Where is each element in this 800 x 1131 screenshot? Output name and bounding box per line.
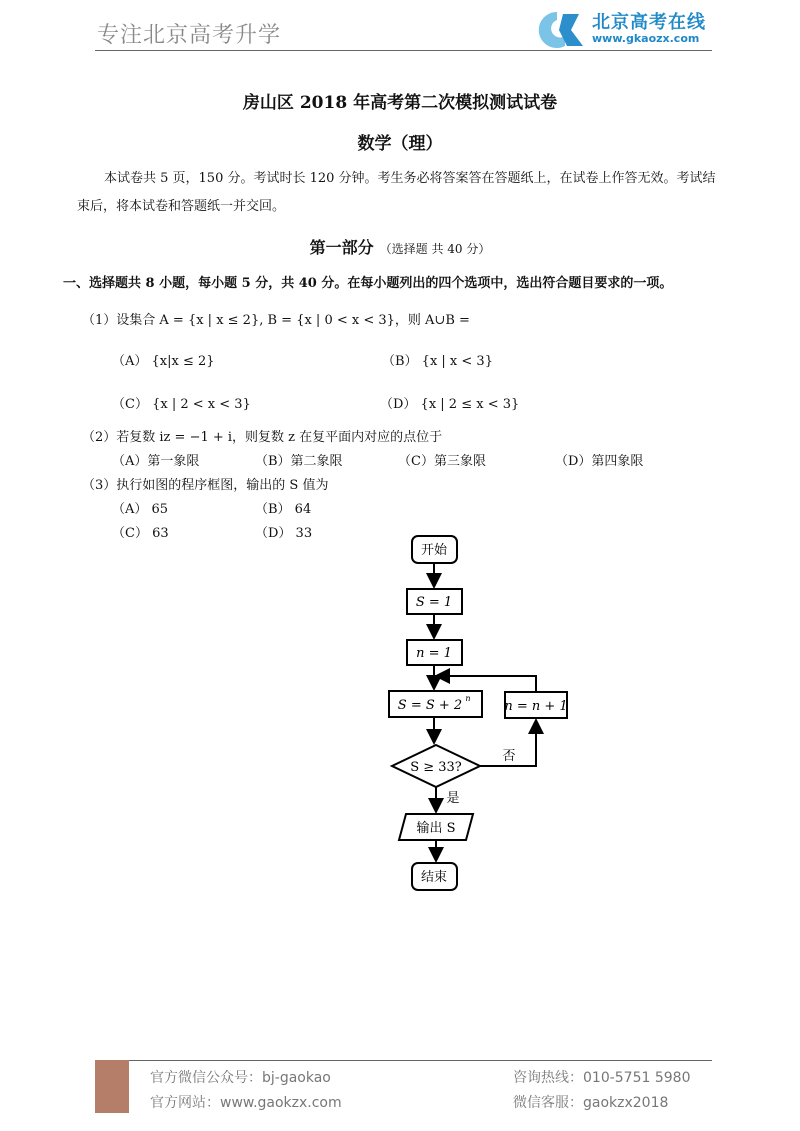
header-slogan: 专注北京高考升学 [97, 23, 282, 48]
q3-option-c: （C） 63 [112, 526, 169, 541]
q3-option-a: （A） 65 [112, 502, 169, 517]
instructions: 本试卷共 5 页，150 分。考试时长 120 分钟。考生务必将答案答在答题纸上，在试卷上作答无效。考试结束后，将本试卷和答题纸一并交回。 [77, 171, 716, 214]
footer-website: 官方网站：www.gaokzx.com [150, 1095, 342, 1111]
flow-output-label: 输出 S [416, 821, 456, 836]
exam-title: 房山区 2018 年高考第二次模拟测试试卷 [242, 93, 558, 113]
part-title: 第一部分 [309, 238, 374, 257]
q3-option-d: （D） 33 [255, 526, 313, 541]
footer-divider [95, 1060, 712, 1061]
q1-option-d: （D） {x | 2 ≤ x < 3} [380, 397, 520, 412]
flow-s-init-label: S = 1 [415, 595, 453, 610]
flow-no-label: 否 [502, 749, 516, 764]
logo-url: www.gkaozx.com [592, 32, 700, 45]
flow-yes-label: 是 [446, 791, 460, 806]
q2-option-d: （D）第四象限 [555, 454, 644, 469]
flow-update-n-label: n = n + 1 [504, 699, 568, 714]
footer-hotline: 咨询热线：010-5751 5980 [513, 1070, 691, 1086]
flow-update-s-label: S = S + 2 [397, 698, 463, 713]
q3-option-b: （B） 64 [255, 502, 312, 517]
part-note: （选择题 共 40 分） [379, 242, 491, 256]
q3-stem: （3）执行如图的程序框图，输出的 S 值为 [82, 478, 329, 493]
q2-stem: （2）若复数 iz = −1 + i，则复数 z 在复平面内对应的点位于 [82, 430, 443, 445]
q1-option-a: （A） {x|x ≤ 2} [112, 354, 215, 369]
q2-option-b: （B）第二象限 [255, 454, 343, 469]
footer-accent-block [95, 1060, 129, 1113]
q1-option-c: （C） {x | 2 < x < 3} [112, 397, 251, 412]
logo-name: 北京高考在线 [592, 12, 706, 33]
flow-start-label: 开始 [420, 543, 448, 558]
q2-option-a: （A）第一象限 [112, 454, 200, 469]
exam-subtitle: 数学（理） [357, 134, 443, 154]
flow-n-init-label: n = 1 [416, 646, 452, 661]
footer-wechat-account: 官方微信公众号：bj-gaokao [150, 1070, 331, 1086]
flow-end-label: 结束 [420, 870, 448, 885]
q1-option-b: （B） {x | x < 3} [382, 354, 493, 369]
flow-update-s-exponent: n [465, 694, 471, 703]
q1-stem: （1）设集合 A = {x | x ≤ 2}, B = {x | 0 < x < 3}，则 A∪B = [82, 313, 470, 328]
flow-condition-label: S ≥ 33? [410, 760, 462, 775]
section-heading: 一、选择题共 8 小题，每小题 5 分，共 40 分。在每小题列出的四个选项中，选出符合题目要求的一项。 [63, 276, 673, 291]
footer-service: 微信客服：gaokzx2018 [513, 1095, 669, 1111]
q2-option-c: （C）第三象限 [398, 454, 486, 469]
